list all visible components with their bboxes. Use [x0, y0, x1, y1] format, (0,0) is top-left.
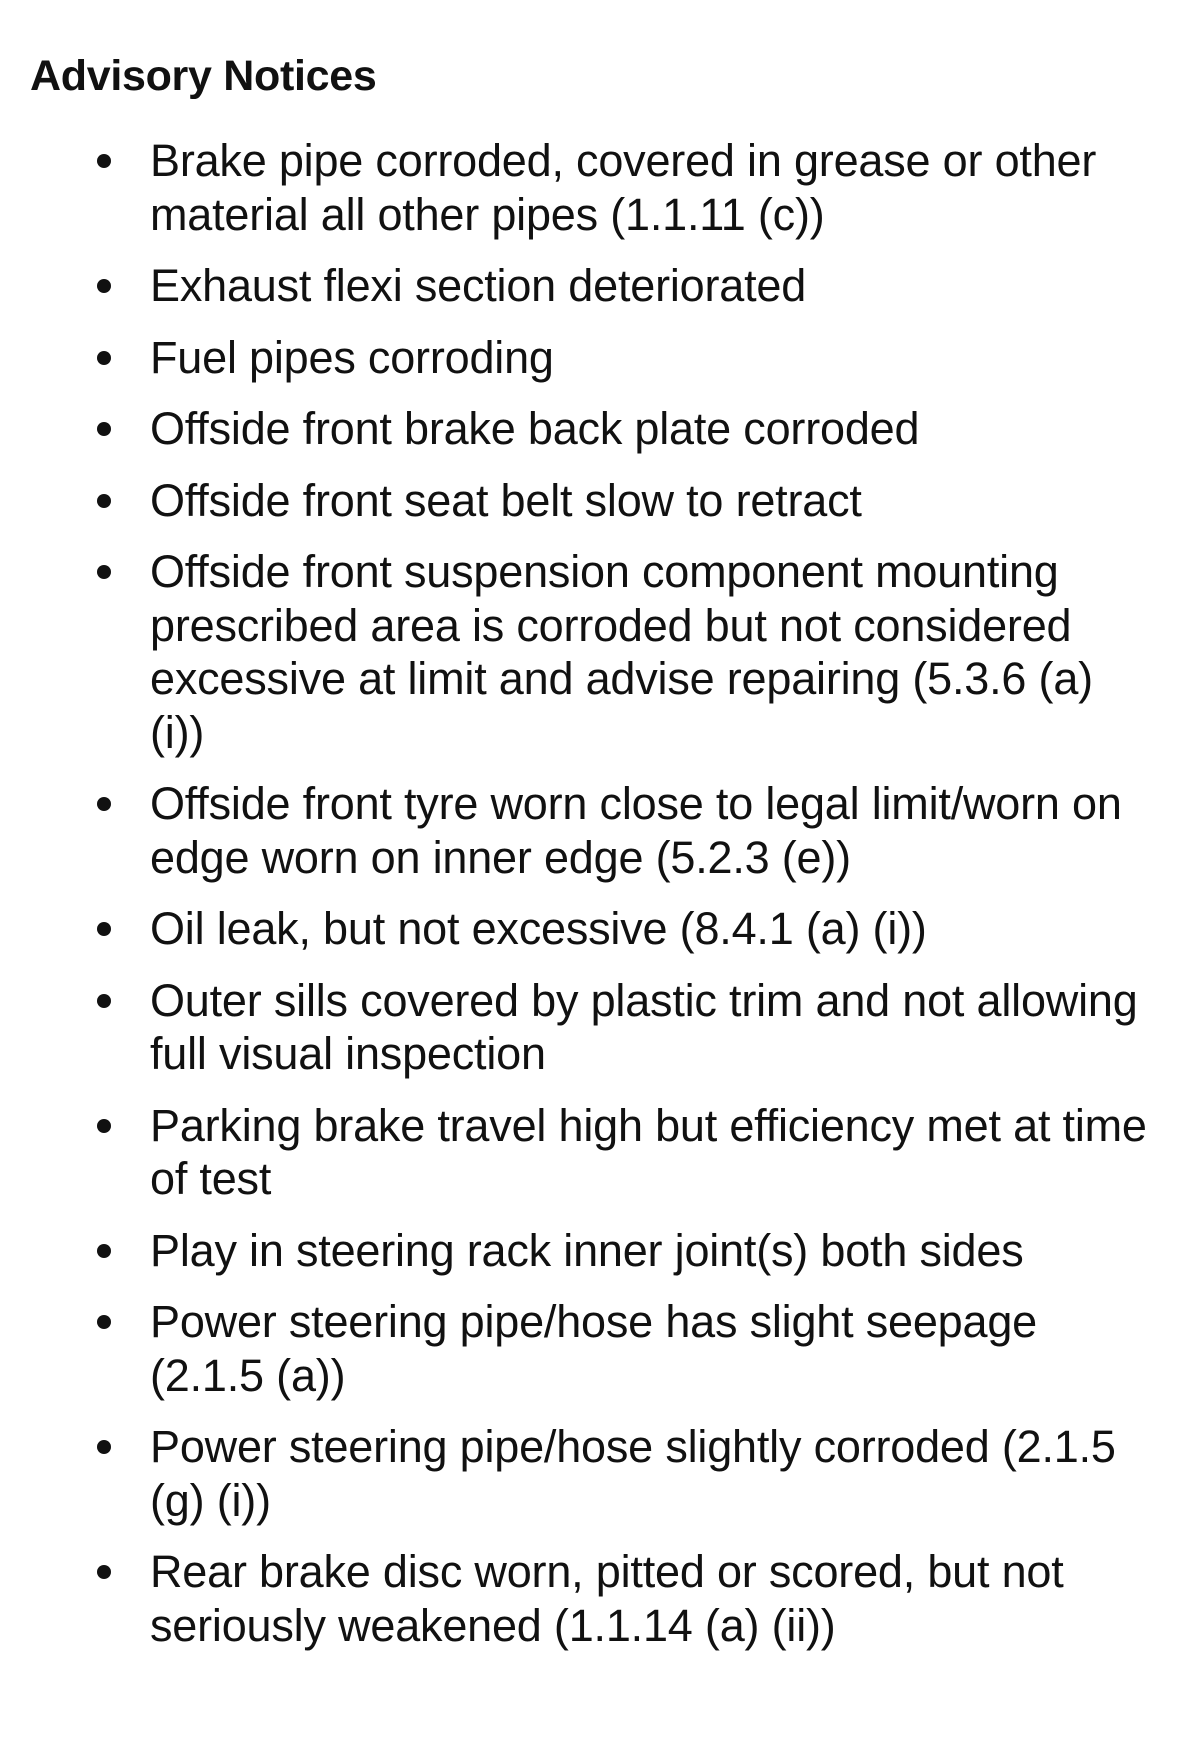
bullet-icon [97, 994, 111, 1008]
bullet-icon [97, 1315, 111, 1329]
bullet-icon [97, 351, 111, 365]
bullet-icon [97, 565, 111, 579]
bullet-icon [97, 1119, 111, 1133]
list-item [0, 474, 1179, 528]
list-item [0, 1224, 1179, 1278]
list-item [0, 902, 1179, 956]
bullet-icon [97, 1244, 111, 1258]
list-item [0, 974, 1179, 1081]
list-item [0, 545, 1179, 759]
list-item [0, 1420, 1179, 1527]
list-item [0, 1099, 1179, 1206]
notice-text: Offside front suspension component mounting prescribed area is corroded but not considered excessive at limit and advise repairing (5.3.6 (a) (i)) [150, 546, 1093, 758]
list-item [0, 402, 1179, 456]
notice-text: Outer sills covered by plastic trim and not allowing full visual inspection [150, 974, 1138, 1079]
list-item [0, 259, 1179, 313]
list-item [0, 134, 1179, 241]
notice-text: Rear brake disc worn, pitted or scored, but not seriously weakened (1.1.14 (a) (ii)) [150, 1546, 1064, 1651]
notice-text: Play in steering rack inner joint(s) both sides [150, 1224, 1024, 1276]
notice-text: Brake pipe corroded, covered in grease or other material all other pipes (1.1.11 (c)) [150, 135, 1097, 240]
list-item [0, 331, 1179, 385]
bullet-icon [97, 154, 111, 168]
list-item [0, 777, 1179, 884]
list-item [0, 1545, 1179, 1652]
notice-text: Power steering pipe/hose has slight seepage (2.1.5 (a)) [150, 1296, 1037, 1401]
bullet-icon [97, 922, 111, 936]
bullet-icon [97, 494, 111, 508]
notice-text: Offside front seat belt slow to retract [150, 474, 862, 526]
notice-text: Parking brake travel high but efficiency met at time of test [150, 1099, 1147, 1204]
notice-text: Offside front brake back plate corroded [150, 403, 920, 454]
advisory-notice-list [0, 134, 1179, 1670]
section-heading: Advisory Notices [30, 52, 377, 100]
bullet-icon [97, 1440, 111, 1454]
notice-text: Offside front tyre worn close to legal limit/worn on edge worn on inner edge (5.2.3 (e)) [150, 778, 1122, 883]
list-item [0, 1295, 1179, 1402]
bullet-icon [97, 422, 111, 436]
bullet-icon [97, 1565, 111, 1579]
notice-text: Oil leak, but not excessive (8.4.1 (a) (i)) [150, 903, 927, 954]
bullet-icon [97, 797, 111, 811]
notice-text: Fuel pipes corroding [150, 331, 554, 383]
notice-text: Exhaust flexi section deteriorated [150, 260, 807, 311]
bullet-icon [97, 279, 111, 293]
notice-text: Power steering pipe/hose slightly corroded (2.1.5 (g) (i)) [150, 1421, 1116, 1526]
